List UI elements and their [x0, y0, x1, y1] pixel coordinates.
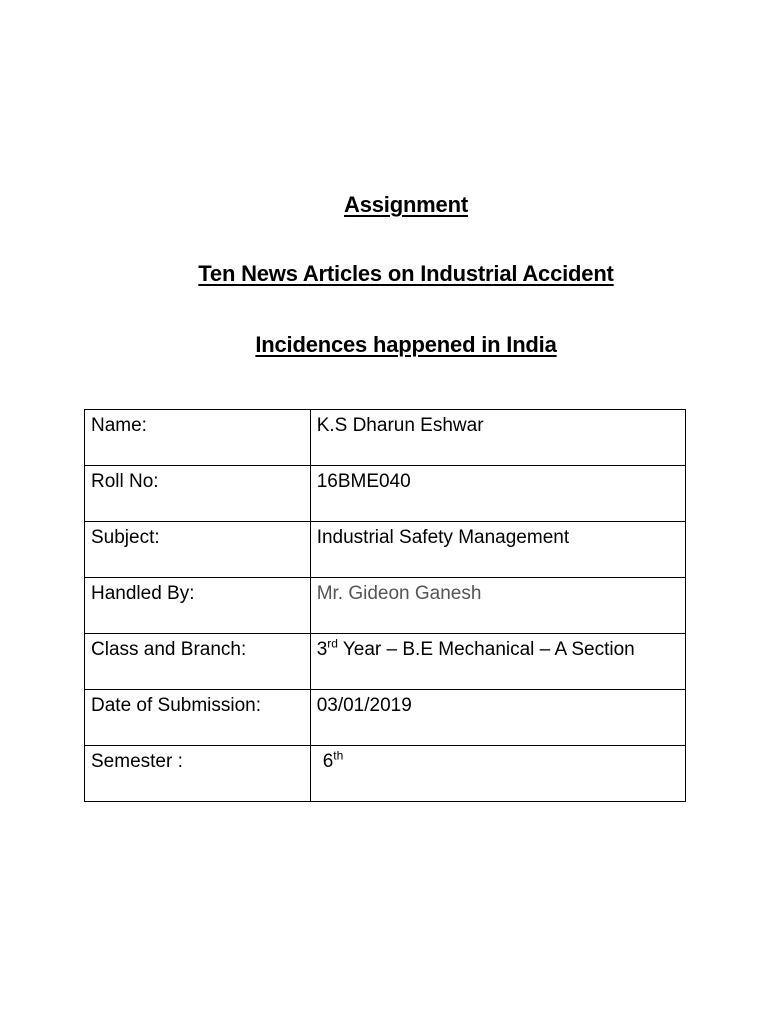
class-year-number: 3: [316, 639, 328, 660]
semester-suffix: th: [333, 748, 344, 763]
class-branch-label-cell: [85, 634, 311, 690]
subject-value-cell: [310, 522, 685, 578]
handled-by-value: Mr. Gideon Ganesh: [316, 583, 482, 604]
document-subtitle-line-1: Ten News Articles on Industrial Accident: [198, 261, 614, 286]
roll-no-label-cell: [85, 466, 311, 522]
semester-value-cell: [310, 746, 685, 802]
class-branch-label: Class and Branch:: [91, 639, 247, 660]
class-branch-text: Year – B.E Mechanical – A Section: [337, 639, 635, 660]
name-value: K.S Dharun Eshwar: [316, 415, 484, 436]
class-branch-value: [317, 634, 679, 662]
table-row: [85, 634, 686, 690]
subject-label-cell: [85, 522, 311, 578]
handled-by-label-cell: [85, 578, 311, 634]
class-year-suffix: rd: [327, 636, 338, 651]
table-row: [85, 578, 686, 634]
name-value-cell: [310, 410, 685, 466]
document-subtitle-line-2: Incidences happened in India: [255, 332, 557, 357]
subject-value: Industrial Safety Management: [316, 527, 570, 548]
roll-no-value: 16BME040: [316, 471, 411, 492]
handled-by-label: Handled By:: [91, 583, 195, 604]
roll-no-label: Roll No:: [91, 471, 159, 492]
submission-date-value-cell: [310, 690, 685, 746]
name-label-cell: [85, 410, 311, 466]
handled-by-value-cell: [310, 578, 685, 634]
roll-no-value-cell: [310, 466, 685, 522]
semester-value: [317, 746, 679, 774]
table-row: [85, 466, 686, 522]
table-row: [85, 522, 686, 578]
table-row: [85, 690, 686, 746]
student-details-table: [84, 409, 686, 802]
semester-label: Semester :: [91, 751, 183, 772]
submission-date-label-cell: [85, 690, 311, 746]
class-branch-value-cell: [310, 634, 685, 690]
table-row: [85, 746, 686, 802]
table-row: [85, 410, 686, 466]
submission-date-label: Date of Submission:: [91, 695, 262, 716]
name-label: Name:: [91, 415, 147, 436]
subject-label: Subject:: [91, 527, 160, 548]
document-title: Assignment: [344, 192, 468, 217]
semester-label-cell: [85, 746, 311, 802]
submission-date-value: 03/01/2019: [316, 695, 412, 716]
semester-number: 6: [322, 751, 334, 772]
